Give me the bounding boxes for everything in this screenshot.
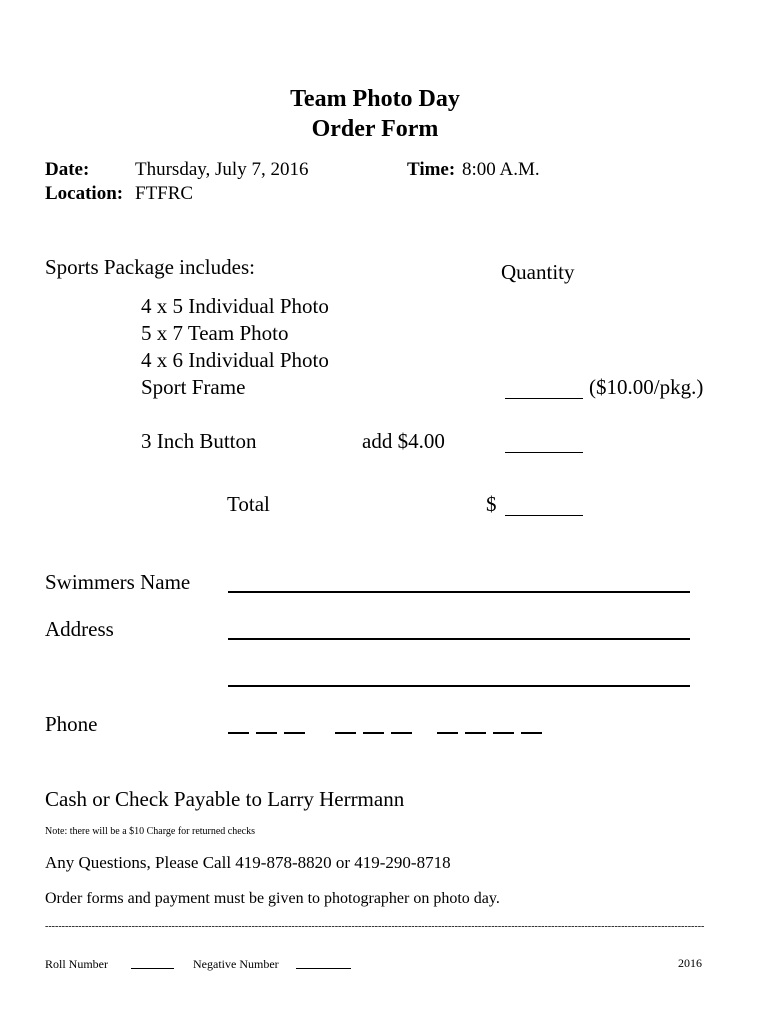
phone-digit-slot[interactable] — [521, 732, 542, 734]
phone-digit-slot[interactable] — [335, 732, 356, 734]
package-item: 4 x 6 Individual Photo — [141, 348, 329, 372]
returned-checks-note: Note: there will be a $10 Charge for returned checks — [45, 826, 256, 837]
form-title-line1: Team Photo Day — [290, 86, 460, 112]
currency-symbol: $ — [486, 492, 497, 516]
quantity-label: Quantity — [501, 260, 575, 284]
address-label: Address — [45, 617, 114, 641]
time-value: 8:00 A.M. — [462, 159, 540, 180]
date-value: Thursday, July 7, 2016 — [135, 159, 309, 180]
address-input-line1[interactable] — [228, 615, 690, 637]
total-line — [505, 515, 583, 516]
phone-digit-slot[interactable] — [493, 732, 514, 734]
time-label: Time: — [407, 159, 456, 180]
address-input-line2[interactable] — [228, 662, 690, 684]
package-price: ($10.00/pkg.) — [589, 375, 704, 399]
phone-label: Phone — [45, 712, 98, 736]
location-value: FTFRC — [135, 183, 194, 204]
package-item: 4 x 5 Individual Photo — [141, 294, 329, 318]
payable-note: Cash or Check Payable to Larry Herrmann — [45, 787, 405, 811]
button-quantity-input[interactable] — [505, 430, 583, 452]
package-quantity-input[interactable] — [505, 376, 583, 398]
phone-digit-slot[interactable] — [391, 732, 412, 734]
phone-digit-slot[interactable] — [465, 732, 486, 734]
phone-digit-slot[interactable] — [437, 732, 458, 734]
button-label: 3 Inch Button — [141, 429, 257, 453]
location-label: Location: — [45, 183, 124, 204]
button-addon-price: add $4.00 — [362, 429, 445, 453]
roll-number-input[interactable] — [131, 955, 174, 969]
package-quantity-line — [505, 398, 583, 399]
roll-number-line — [131, 968, 174, 969]
phone-digit-slot[interactable] — [284, 732, 305, 734]
phone-digit-slot[interactable] — [228, 732, 249, 734]
package-item: Sport Frame — [141, 375, 246, 399]
phone-digit-slot[interactable] — [256, 732, 277, 734]
phone-digit-slot[interactable] — [363, 732, 384, 734]
order-forms-note: Order forms and payment must be given to photographer on photo day. — [45, 890, 500, 907]
address-line-1 — [228, 638, 690, 640]
negative-number-input[interactable] — [296, 955, 351, 969]
swimmers-name-label: Swimmers Name — [45, 570, 191, 594]
total-label: Total — [227, 492, 270, 516]
address-line-2 — [228, 685, 690, 687]
negative-number-label: Negative Number — [193, 957, 279, 971]
total-input[interactable] — [505, 493, 583, 515]
form-title-line2: Order Form — [311, 116, 439, 142]
swimmers-name-line — [228, 591, 690, 593]
cut-line-separator: ------------------------------------------------------------------------------------------------------------------------------------------------------------------------------------------------------ — [45, 921, 705, 932]
button-quantity-line — [505, 452, 583, 453]
footer-year: 2016 — [678, 956, 702, 970]
package-item: 5 x 7 Team Photo — [141, 321, 289, 345]
questions-note: Any Questions, Please Call 419-878-8820 or 419-290-8718 — [45, 853, 451, 872]
date-label: Date: — [45, 159, 90, 180]
roll-number-label: Roll Number — [45, 957, 108, 971]
swimmers-name-input[interactable] — [228, 568, 690, 590]
package-heading: Sports Package includes: — [45, 255, 255, 279]
negative-number-line — [296, 968, 351, 969]
